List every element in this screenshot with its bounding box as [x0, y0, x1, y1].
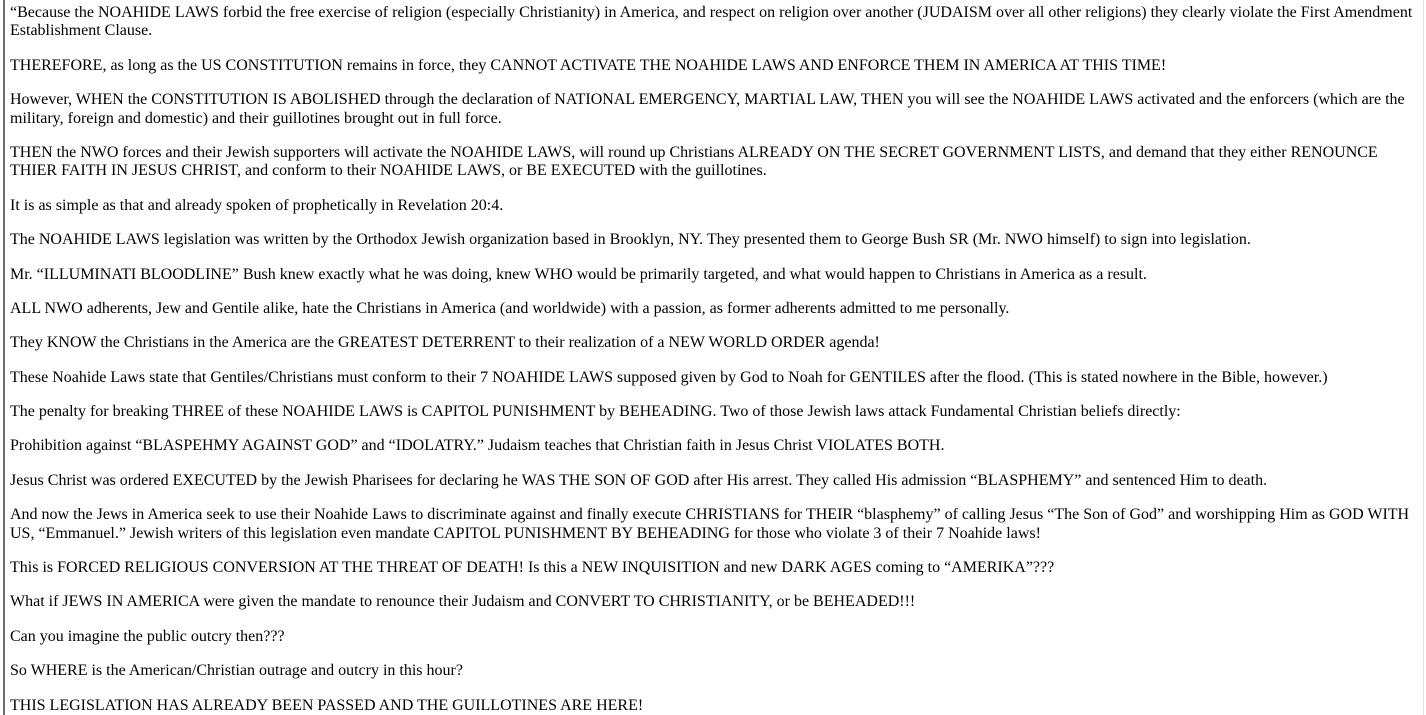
paragraph-15: This is FORCED RELIGIOUS CONVERSION AT THE THREAT OF DEATH! Is this a NEW INQUISITION and new DARK AGES coming to “AMERIKA”???	[10, 559, 1055, 577]
document-text-block	[3, 0, 1424, 715]
paragraph-12: Prohibition against “BLASPEHMY AGAINST GOD” and “IDOLATRY.” Judaism teaches that Christian faith in Jesus Christ VIOLATES BOTH.	[10, 437, 945, 455]
paragraph-7: Mr. “ILLUMINATI BLOODLINE” Bush knew exactly what he was doing, knew WHO would be primarily targeted, and what would happen to Christians in America as a result.	[10, 265, 1147, 283]
paragraph-17: Can you imagine the public outcry then???	[10, 627, 285, 645]
paragraph-3: However, WHEN the CONSTITUTION IS ABOLISHED through the declaration of NATIONAL EMERGENCY, MARTIAL LAW, THEN you will see the NOAHIDE LAWS activated and the enforcers (which are the military, foreign and domestic) and their guillotines brought out in full force.	[10, 91, 1405, 127]
paragraph-18: So WHERE is the American/Christian outrage and outcry in this hour?	[10, 662, 463, 680]
paragraph-16: What if JEWS IN AMERICA were given the mandate to renounce their Judaism and CONVERT TO CHRISTIANITY, or be BEHEADED!!!	[10, 593, 916, 611]
paragraph-8: ALL NWO adherents, Jew and Gentile alike, hate the Christians in America (and worldwide) with a passion, as former adherents admitted to me personally.	[10, 299, 1010, 317]
paragraph-4: THEN the NWO forces and their Jewish supporters will activate the NOAHIDE LAWS, will round up Christians ALREADY ON THE SECRET GOVERNMENT LISTS, and demand that they either RENOUNCE THIER FAITH IN JESUS CHRIST, and conform to their NOAHIDE LAWS, or BE EXECUTED with the guillotines.	[10, 143, 1378, 180]
paragraph-14: And now the Jews in America seek to use their Noahide Laws to discriminate against and finally execute CHRISTIANS for THEIR “blasphemy” of calling Jesus “The Son of God” and worshipping Him as GOD WITH US, “Emmanuel.” Jewish writers of this legislation even mandate CAPITOL PUNISHMENT BY BEHEADING for those who violate 3 of their 7 Noahide laws!	[10, 506, 1410, 542]
paragraph-11: The penalty for breaking THREE of these NOAHIDE LAWS is CAPITOL PUNISHMENT by BEHEADING. Two of those Jewish laws attack Fundamental Christian beliefs directly:	[10, 403, 1181, 421]
paragraph-2: THEREFORE, as long as the US CONSTITUTION remains in force, they CANNOT ACTIVATE THE NOAHIDE LAWS AND ENFORCE THEM IN AMERICA AT THIS TIME!	[10, 56, 1167, 74]
paragraph-6: The NOAHIDE LAWS legislation was written by the Orthodox Jewish organization based in Brooklyn, NY. They presented them to George Bush SR (Mr. NWO himself) to sign into legislation.	[10, 231, 1251, 249]
paragraph-9: They KNOW the Christians in the America are the GREATEST DETERRENT to their realization of a NEW WORLD ORDER agenda!	[10, 334, 880, 352]
paragraph-1: “Because the NOAHIDE LAWS forbid the free exercise of religion (especially Christianity) in America, and respect on religion over another (JUDAISM over all other religions) they clearly violate the First Amendment Establishment Clause.	[10, 4, 1413, 40]
paragraph-19: THIS LEGISLATION HAS ALREADY BEEN PASSED AND THE GUILLOTINES ARE HERE!	[10, 696, 644, 714]
paragraph-10: These Noahide Laws state that Gentiles/Christians must conform to their 7 NOAHIDE LAWS supposed given by God to Noah for GENTILES after the flood. (This is stated nowhere in the Bible, however.)	[10, 368, 1328, 386]
paragraph-5: It is as simple as that and already spoken of prophetically in Revelation 20:4.	[10, 196, 504, 214]
paragraph-13: Jesus Christ was ordered EXECUTED by the Jewish Pharisees for declaring he WAS THE SON OF GOD after His arrest. They called His admission “BLASPHEMY” and sentenced Him to death.	[10, 471, 1268, 489]
